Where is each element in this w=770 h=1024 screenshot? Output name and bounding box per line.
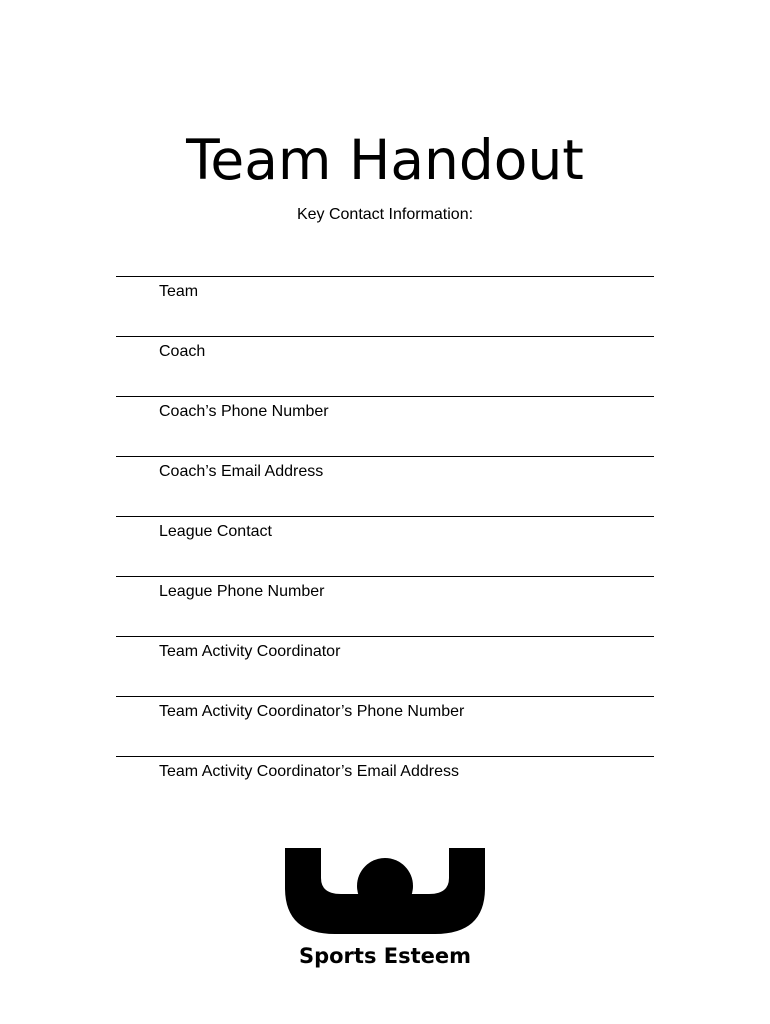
field-label: Coach — [159, 343, 206, 360]
page-title: Team Handout — [186, 128, 584, 192]
field-coach[interactable] — [116, 336, 654, 396]
field-activity-coordinator-email[interactable] — [116, 756, 654, 816]
field-label: League Phone Number — [159, 583, 325, 600]
field-coach-email[interactable] — [116, 456, 654, 516]
contact-field-list — [116, 276, 654, 816]
field-label: Coach’s Email Address — [159, 463, 324, 480]
field-label: Team Activity Coordinator’s Email Address — [159, 763, 459, 780]
field-coach-phone[interactable] — [116, 396, 654, 456]
page-subtitle: Key Contact Information: — [296, 206, 474, 223]
field-league-phone[interactable] — [116, 576, 654, 636]
brand-name: Sports Esteem — [298, 944, 472, 968]
field-label: Coach’s Phone Number — [159, 403, 329, 420]
field-label: Team Activity Coordinator — [159, 643, 341, 660]
field-activity-coordinator-phone[interactable] — [116, 696, 654, 756]
sports-esteem-logo-icon — [285, 848, 485, 934]
field-team[interactable] — [116, 276, 654, 336]
field-label: Team Activity Coordinator’s Phone Number — [159, 703, 465, 720]
field-label: League Contact — [159, 523, 272, 540]
field-label: Team — [159, 283, 199, 300]
field-league-contact[interactable] — [116, 516, 654, 576]
field-activity-coordinator[interactable] — [116, 636, 654, 696]
